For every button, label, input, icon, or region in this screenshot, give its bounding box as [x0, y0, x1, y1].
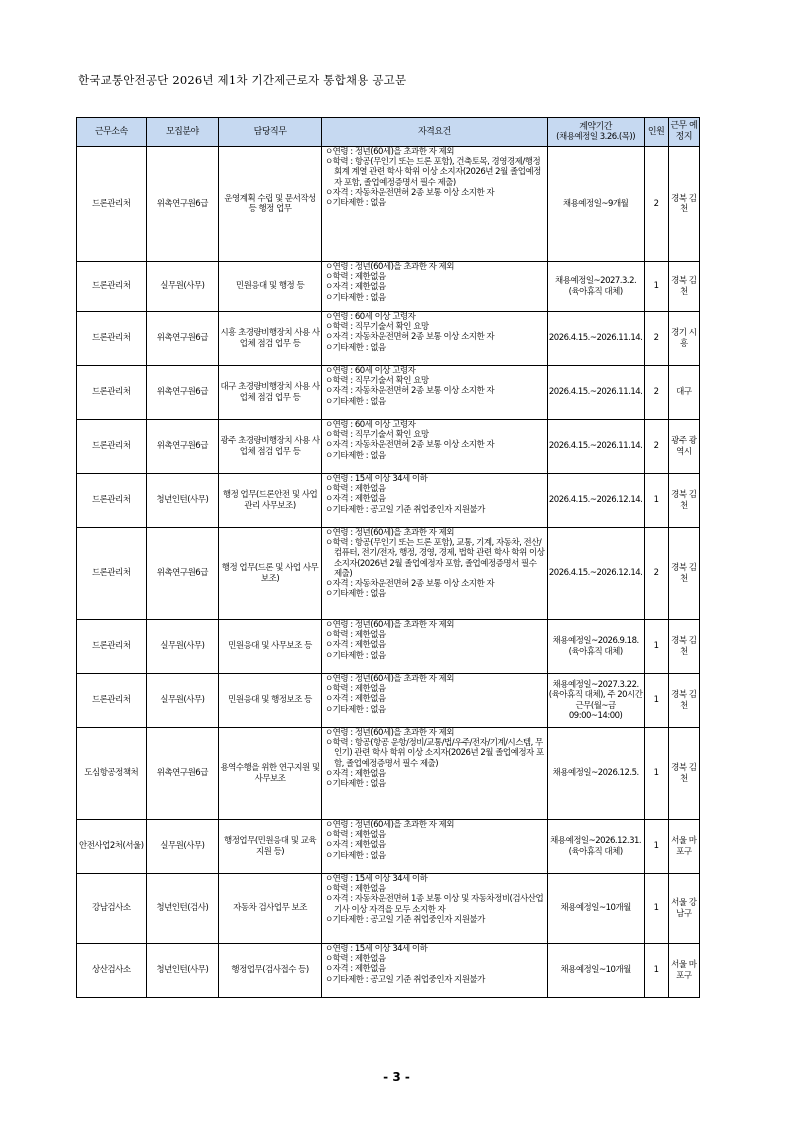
cell-requirements — [321, 147, 547, 262]
cell-duty: 대구 초경량비행장치 사용 사업체 점검 업무 등 — [219, 366, 322, 420]
cell-period — [547, 620, 644, 674]
requirement-line: ㅇ기타제한 : 없음 — [324, 450, 386, 461]
cell-location: 경북 김천 — [668, 728, 699, 820]
cell-location: 경기 시흥 — [668, 312, 699, 366]
requirement-line: ㅇ학력 : 항공(무인기 또는 드론 포함), 교통, 기계, 자동차, 전산/컴퓨터, 전기/전자, 행정, 경영, 경제, 법학 관련 학사 학위 이상 소지자(2026년 2월 졸업예정자 포함, 졸업예정증명서 필수 제출) — [324, 538, 545, 579]
requirement-line: ㅇ연령 : 15세 이상 34세 이하 — [324, 944, 428, 954]
cell-duty: 시흥 초경량비행장치 사용 사업체 점검 업무 등 — [219, 312, 322, 366]
period-line: 채용예정일~10개월 — [560, 903, 631, 914]
requirement-line: ㅇ학력 : 항공(무인기 또는 드론 포함), 건축토목, 경영경제/행정회계 계열 관련 학사 학위 이상 소지자(2026년 2월 졸업예정자 포함, 졸업예정증명서 필수 제출) — [324, 157, 541, 188]
requirement-line: ㅇ자격 : 제한없음 — [324, 840, 386, 851]
cell-duty: 행정업무(검사접수 등) — [219, 944, 322, 998]
cell-period — [547, 147, 644, 262]
cell-field: 청년인턴(사무) — [146, 474, 219, 528]
header-duty: 담당직무 — [219, 118, 322, 147]
requirement-line: ㅇ연령 : 60세 이상 고령자 — [324, 420, 416, 430]
requirement-line: ㅇ연령 : 15세 이상 34세 이하 — [324, 474, 428, 484]
requirement-line: ㅇ연령 : 정년(60세)을 초과한 자 제외 — [324, 820, 455, 830]
cell-count: 1 — [644, 262, 668, 312]
cell-count: 2 — [644, 312, 668, 366]
requirement-line: ㅇ기타제한 : 없음 — [324, 197, 386, 208]
cell-count: 1 — [644, 620, 668, 674]
header-period-sub: (채용예정일 3.26.(목)) — [556, 132, 636, 143]
period-line: 2026.4.15.~2026.11.14. — [548, 441, 643, 452]
cell-count: 2 — [644, 528, 668, 620]
table-body — [77, 147, 700, 998]
cell-dept: 안전사업2처(서울) — [77, 820, 147, 874]
cell-dept: 드론관리처 — [77, 366, 147, 420]
cell-duty: 행정업무(민원응대 및 교육 지원 등) — [219, 820, 322, 874]
requirement-line: ㅇ자격 : 자동차운전면허 2종 보통 이상 소지한 자 — [324, 187, 495, 198]
requirement-line: ㅇ연령 : 정년(60세)을 초과한 자 제외 — [324, 728, 455, 738]
table-row — [77, 620, 700, 674]
cell-period — [547, 420, 644, 474]
cell-location: 경북 김천 — [668, 147, 699, 262]
cell-requirements — [321, 528, 547, 620]
cell-location: 경북 김천 — [668, 474, 699, 528]
cell-requirements — [321, 262, 547, 312]
cell-location: 서울 마포구 — [668, 820, 699, 874]
period-line: 채용예정일~2026.12.5. — [552, 768, 639, 779]
requirement-line: ㅇ학력 : 제한없음 — [324, 630, 386, 641]
cell-location: 경북 김천 — [668, 620, 699, 674]
cell-requirements — [321, 728, 547, 820]
requirement-line: ㅇ연령 : 정년(60세)을 초과한 자 제외 — [324, 674, 455, 684]
requirement-line: ㅇ자격 : 자동차운전면허 2종 보통 이상 소지한 자 — [324, 440, 495, 451]
requirement-line: ㅇ기타제한 : 없음 — [324, 292, 386, 303]
cell-duty: 운영계획 수립 및 문서작성 등 행정 업무 — [219, 147, 322, 262]
period-line: 2026.4.15.~2026.12.14. — [548, 568, 643, 579]
requirement-line: ㅇ자격 : 자동차운전면허 1종 보통 이상 및 자동차정비(검사산업기사 이상 자격을 모두 소지한 자 — [324, 894, 544, 915]
cell-location: 광주 광역시 — [668, 420, 699, 474]
requirement-line: ㅇ자격 : 자동차운전면허 2종 보통 이상 소지한 자 — [324, 332, 495, 343]
cell-count: 2 — [644, 420, 668, 474]
cell-location: 서울 강남구 — [668, 874, 699, 944]
requirement-line: ㅇ자격 : 제한없음 — [324, 640, 386, 651]
requirement-line: ㅇ기타제한 : 없음 — [324, 704, 386, 715]
requirement-line: ㅇ학력 : 직무기술서 확인 요망 — [324, 430, 429, 441]
cell-field: 청년인턴(검사) — [146, 874, 219, 944]
cell-duty: 민원응대 및 행정 등 — [219, 262, 322, 312]
header-field: 모집분야 — [146, 118, 219, 147]
requirement-line: ㅇ기타제한 : 없음 — [324, 396, 386, 407]
table-row — [77, 366, 700, 420]
requirement-line: ㅇ학력 : 제한없음 — [324, 272, 386, 283]
cell-dept: 드론관리처 — [77, 474, 147, 528]
header-dept: 근무소속 — [77, 118, 147, 147]
recruitment-table — [76, 117, 700, 998]
requirement-line: ㅇ자격 : 제한없음 — [324, 282, 386, 293]
cell-dept: 드론관리처 — [77, 312, 147, 366]
cell-field: 실무원(사무) — [146, 262, 219, 312]
cell-requirements — [321, 674, 547, 728]
cell-dept: 드론관리처 — [77, 528, 147, 620]
cell-duty: 용역수행을 위한 연구지원 및 사무보조 — [219, 728, 322, 820]
cell-count: 1 — [644, 874, 668, 944]
cell-requirements — [321, 366, 547, 420]
cell-field: 위촉연구원6급 — [146, 366, 219, 420]
cell-field: 청년인턴(사무) — [146, 944, 219, 998]
requirement-line: ㅇ기타제한 : 없음 — [324, 778, 386, 789]
table-row — [77, 944, 700, 998]
cell-count: 2 — [644, 366, 668, 420]
cell-period — [547, 262, 644, 312]
cell-period — [547, 874, 644, 944]
cell-field: 위촉연구원6급 — [146, 312, 219, 366]
requirement-line: ㅇ기타제한 : 없음 — [324, 850, 386, 861]
period-line: 채용예정일~10개월 — [560, 965, 631, 976]
page-number: - 3 - — [383, 1070, 410, 1084]
requirement-line: ㅇ자격 : 제한없음 — [324, 964, 386, 975]
requirement-line: ㅇ학력 : 직무기술서 확인 요망 — [324, 322, 429, 333]
requirement-line: ㅇ학력 : 제한없음 — [324, 484, 386, 495]
cell-requirements — [321, 620, 547, 674]
cell-location: 경북 김천 — [668, 262, 699, 312]
cell-location: 경북 김천 — [668, 528, 699, 620]
cell-dept: 상산검사소 — [77, 944, 147, 998]
table-row — [77, 147, 700, 262]
requirement-line: ㅇ기타제한 : 공고일 기준 취업중인자 지원불가 — [324, 504, 485, 515]
period-line: 채용예정일~2026.12.31. — [550, 836, 642, 847]
cell-field: 위촉연구원6급 — [146, 528, 219, 620]
period-line: (육아휴직 대체), 주 20시간 근무(월~금 09:00~14:00) — [548, 690, 643, 721]
cell-period — [547, 728, 644, 820]
table-row — [77, 528, 700, 620]
cell-field: 실무원(사무) — [146, 820, 219, 874]
cell-count: 1 — [644, 944, 668, 998]
cell-field: 실무원(사무) — [146, 674, 219, 728]
requirement-line: ㅇ자격 : 자동차운전면허 2종 보통 이상 소지한 자 — [324, 386, 495, 397]
header-period — [547, 118, 644, 147]
period-line: (육아휴직 대체) — [568, 286, 623, 297]
cell-requirements — [321, 874, 547, 944]
requirement-line: ㅇ기타제한 : 공고일 기준 취업중인자 지원불가 — [324, 914, 485, 925]
cell-field: 위촉연구원6급 — [146, 728, 219, 820]
requirement-line: ㅇ연령 : 정년(60세)을 초과한 자 제외 — [324, 620, 455, 630]
cell-dept: 드론관리처 — [77, 420, 147, 474]
requirement-line: ㅇ학력 : 제한없음 — [324, 954, 386, 965]
cell-dept: 드론관리처 — [77, 620, 147, 674]
period-line: (육아휴직 대체) — [568, 646, 623, 657]
cell-location: 서울 마포구 — [668, 944, 699, 998]
cell-requirements — [321, 474, 547, 528]
cell-field: 위촉연구원6급 — [146, 147, 219, 262]
period-line: 채용예정일~2027.3.22. — [552, 680, 639, 691]
cell-duty: 행정 업무(드론안전 및 사업관리 사무보조) — [219, 474, 322, 528]
table-row — [77, 728, 700, 820]
cell-period — [547, 528, 644, 620]
period-line: 채용예정일~2026.9.18. — [552, 636, 639, 647]
cell-period — [547, 312, 644, 366]
requirement-line: ㅇ자격 : 자동차운전면허 2종 보통 이상 소지한 자 — [324, 578, 495, 589]
cell-period — [547, 944, 644, 998]
header-period-main: 계약기간 — [579, 121, 612, 132]
period-line: 2026.4.15.~2026.12.14. — [548, 495, 643, 506]
cell-dept: 드론관리처 — [77, 674, 147, 728]
cell-location: 경북 김천 — [668, 674, 699, 728]
period-line: (육아휴직 대체) — [568, 846, 623, 857]
header-count: 인원 — [644, 118, 668, 147]
period-line: 2026.4.15.~2026.11.14. — [548, 333, 643, 344]
cell-requirements — [321, 312, 547, 366]
table-row — [77, 674, 700, 728]
cell-count: 1 — [644, 474, 668, 528]
cell-field: 실무원(사무) — [146, 620, 219, 674]
cell-dept: 강남검사소 — [77, 874, 147, 944]
period-line: 채용예정일~2027.3.2. — [555, 276, 637, 287]
header-location: 근무 예정지 — [668, 118, 699, 147]
requirement-line: ㅇ기타제한 : 없음 — [324, 650, 386, 661]
requirement-line: ㅇ연령 : 정년(60세)을 초과한 자 제외 — [324, 147, 455, 157]
document-title: 한국교통안전공단 2026년 제1차 기간제근로자 통합채용 공고문 — [78, 73, 407, 87]
cell-dept: 드론관리처 — [77, 147, 147, 262]
requirement-line: ㅇ학력 : 직무기술서 확인 요망 — [324, 376, 429, 387]
table-row — [77, 262, 700, 312]
requirement-line: ㅇ학력 : 항공(항공 운항/정비/교통/법/우주/전자/기계/시스템, 무인기) 관련 학사 학위 이상 소지자(2026년 2월 졸업예정자 포함, 졸업예정증명서 필수 제출) — [324, 738, 544, 769]
cell-duty: 민원응대 및 행정보조 등 — [219, 674, 322, 728]
cell-count: 1 — [644, 728, 668, 820]
cell-dept: 도심항공정책처 — [77, 728, 147, 820]
table-row — [77, 420, 700, 474]
cell-period — [547, 474, 644, 528]
cell-count: 1 — [644, 674, 668, 728]
cell-duty: 행정 업무(드론 및 사업 사무보조) — [219, 528, 322, 620]
requirement-line: ㅇ기타제한 : 없음 — [324, 589, 386, 600]
cell-period — [547, 674, 644, 728]
requirement-line: ㅇ연령 : 정년(60세)을 초과한 자 제외 — [324, 528, 455, 538]
requirement-line: ㅇ자격 : 제한없음 — [324, 494, 386, 505]
cell-requirements — [321, 420, 547, 474]
header-requirements: 자격요건 — [321, 118, 547, 147]
requirement-line: ㅇ학력 : 제한없음 — [324, 684, 386, 695]
cell-field: 위촉연구원6급 — [146, 420, 219, 474]
requirement-line: ㅇ학력 : 제한없음 — [324, 830, 386, 841]
table-row — [77, 474, 700, 528]
table-row — [77, 874, 700, 944]
requirement-line: ㅇ자격 : 제한없음 — [324, 694, 386, 705]
requirement-line: ㅇ연령 : 60세 이상 고령자 — [324, 312, 416, 322]
period-line: 채용예정일~9개월 — [562, 198, 629, 209]
cell-requirements — [321, 820, 547, 874]
cell-location: 대구 — [668, 366, 699, 420]
requirement-line: ㅇ기타제한 : 없음 — [324, 342, 386, 353]
cell-period — [547, 366, 644, 420]
cell-duty: 민원응대 및 사무보조 등 — [219, 620, 322, 674]
requirement-line: ㅇ연령 : 15세 이상 34세 이하 — [324, 874, 428, 884]
cell-count: 2 — [644, 147, 668, 262]
cell-requirements — [321, 944, 547, 998]
requirement-line: ㅇ학력 : 제한없음 — [324, 884, 386, 895]
cell-dept: 드론관리처 — [77, 262, 147, 312]
cell-period — [547, 820, 644, 874]
period-line: 2026.4.15.~2026.11.14. — [548, 387, 643, 398]
requirement-line: ㅇ연령 : 60세 이상 고령자 — [324, 366, 416, 376]
table-header-row — [77, 118, 700, 147]
requirement-line: ㅇ자격 : 제한없음 — [324, 768, 386, 779]
table-row — [77, 312, 700, 366]
cell-duty: 자동차 검사업무 보조 — [219, 874, 322, 944]
table-row — [77, 820, 700, 874]
requirement-line: ㅇ연령 : 정년(60세)을 초과한 자 제외 — [324, 262, 455, 272]
requirement-line: ㅇ기타제한 : 공고일 기준 취업중인자 지원불가 — [324, 974, 485, 985]
cell-count: 1 — [644, 820, 668, 874]
cell-duty: 광주 초경량비행장치 사용 사업체 점검 업무 등 — [219, 420, 322, 474]
